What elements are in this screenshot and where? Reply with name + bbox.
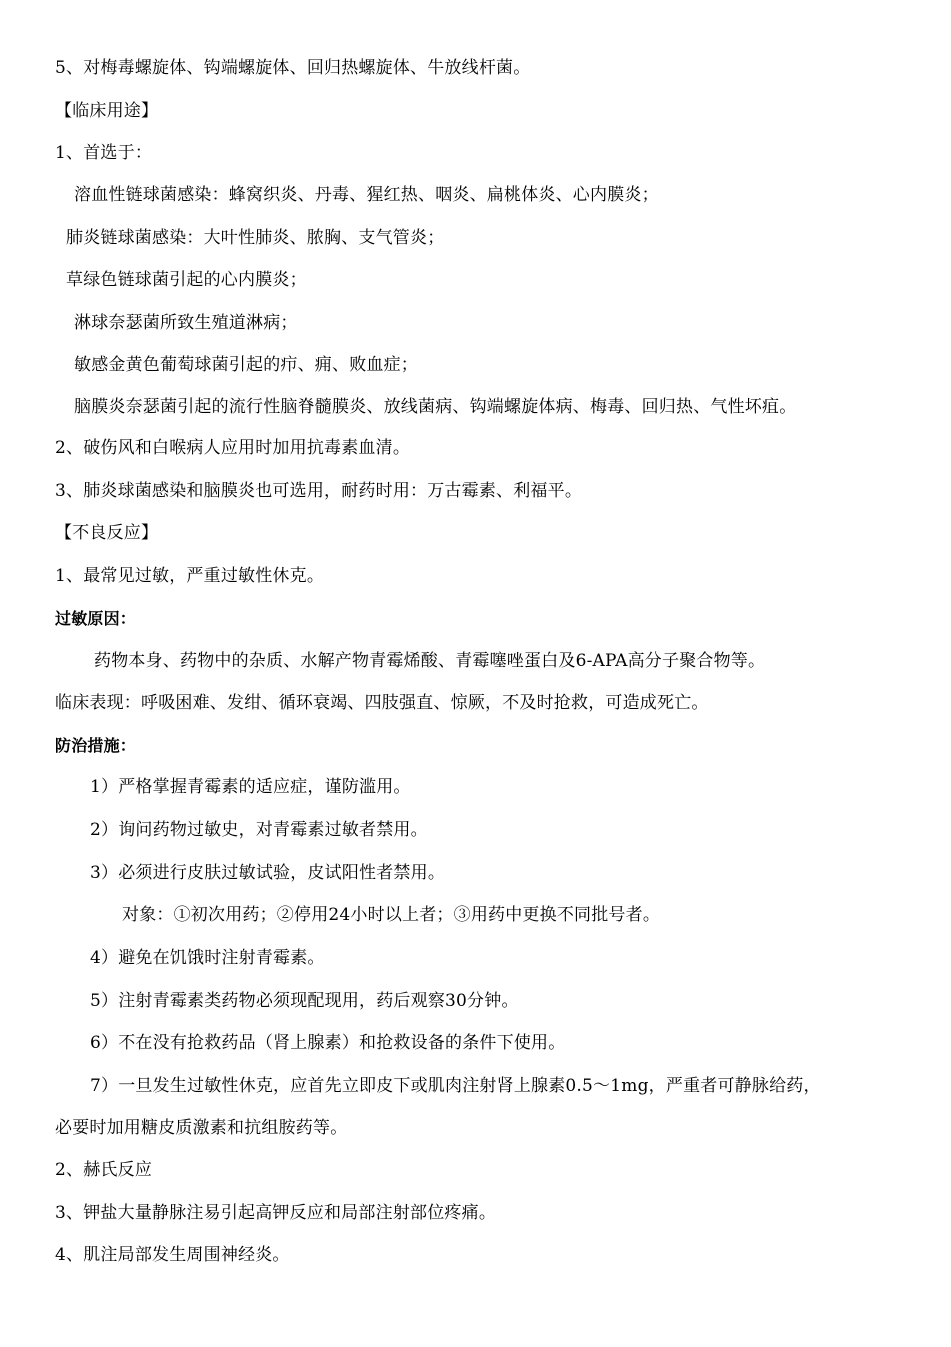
spectrum-item-5: 5、对梅毒螺旋体、钩端螺旋体、回归热螺旋体、牛放线杆菌。: [55, 58, 531, 78]
subheading-allergy-causes: 过敏原因：: [55, 609, 137, 628]
adverse-item-4: 4、肌注局部发生周围神经炎。: [55, 1245, 290, 1265]
section-heading-adverse-reactions: 【不良反应】: [55, 523, 159, 543]
adverse-item-1: 1、最常见过敏，严重过敏性休克。: [55, 566, 325, 586]
allergy-causes-text: 药物本身、药物中的杂质、水解产物青霉烯酸、青霉噻唑蛋白及6-APA高分子聚合物等。: [94, 651, 766, 671]
indication-staphylococcus: 敏感金黄色葡萄球菌引起的疖、痈、败血症；: [74, 355, 418, 375]
clinical-use-item-2: 2、破伤风和白喉病人应用时加用抗毒素血清。: [55, 438, 411, 458]
clinical-manifestation-text: 临床表现：呼吸困难、发绀、循环衰竭、四肢强直、惊厥，不及时抢救，可造成死亡。: [55, 693, 709, 713]
prevention-item-3-targets: 对象：①初次用药；②停用24小时以上者；③用药中更换不同批号者。: [122, 905, 661, 925]
subheading-prevention: 防治措施：: [55, 736, 137, 755]
indication-gonorrhea: 淋球奈瑟菌所致生殖道淋病；: [74, 313, 298, 333]
prevention-item-7-continued: 必要时加用糖皮质激素和抗组胺药等。: [55, 1118, 348, 1138]
prevention-item-5: 5）注射青霉素类药物必须现配现用，药后观察30分钟。: [90, 991, 519, 1011]
adverse-item-2: 2、赫氏反应: [55, 1160, 153, 1180]
indication-pneumococcus: 肺炎链球菌感染：大叶性肺炎、脓胸、支气管炎；: [66, 228, 445, 248]
adverse-item-3: 3、钾盐大量静脉注易引起高钾反应和局部注射部位疼痛。: [55, 1203, 497, 1223]
clinical-use-item-1: 1、首选于：: [55, 143, 153, 163]
indication-meningitis: 脑膜炎奈瑟菌引起的流行性脑脊髓膜炎、放线菌病、钩端螺旋体病、梅毒、回归热、气性坏疽。: [74, 397, 797, 417]
indication-streptococcus: 溶血性链球菌感染：蜂窝织炎、丹毒、猩红热、咽炎、扁桃体炎、心内膜炎；: [74, 185, 659, 205]
clinical-use-item-3: 3、肺炎球菌感染和脑膜炎也可选用，耐药时用：万古霉素、利福平。: [55, 481, 583, 501]
section-heading-clinical-use: 【临床用途】: [55, 101, 159, 121]
prevention-item-2: 2）询问药物过敏史，对青霉素过敏者禁用。: [90, 820, 428, 840]
prevention-item-4: 4）避免在饥饿时注射青霉素。: [90, 948, 325, 968]
prevention-item-6: 6）不在没有抢救药品（肾上腺素）和抢救设备的条件下使用。: [90, 1033, 566, 1053]
prevention-item-7: 7）一旦发生过敏性休克，应首先立即皮下或肌肉注射肾上腺素0.5～1mg，严重者可静脉给药，: [90, 1076, 821, 1096]
prevention-item-3: 3）必须进行皮肤过敏试验，皮试阳性者禁用。: [90, 863, 446, 883]
prevention-item-1: 1）严格掌握青霉素的适应症，谨防滥用。: [90, 777, 411, 797]
indication-viridans: 草绿色链球菌引起的心内膜炎；: [66, 270, 307, 290]
